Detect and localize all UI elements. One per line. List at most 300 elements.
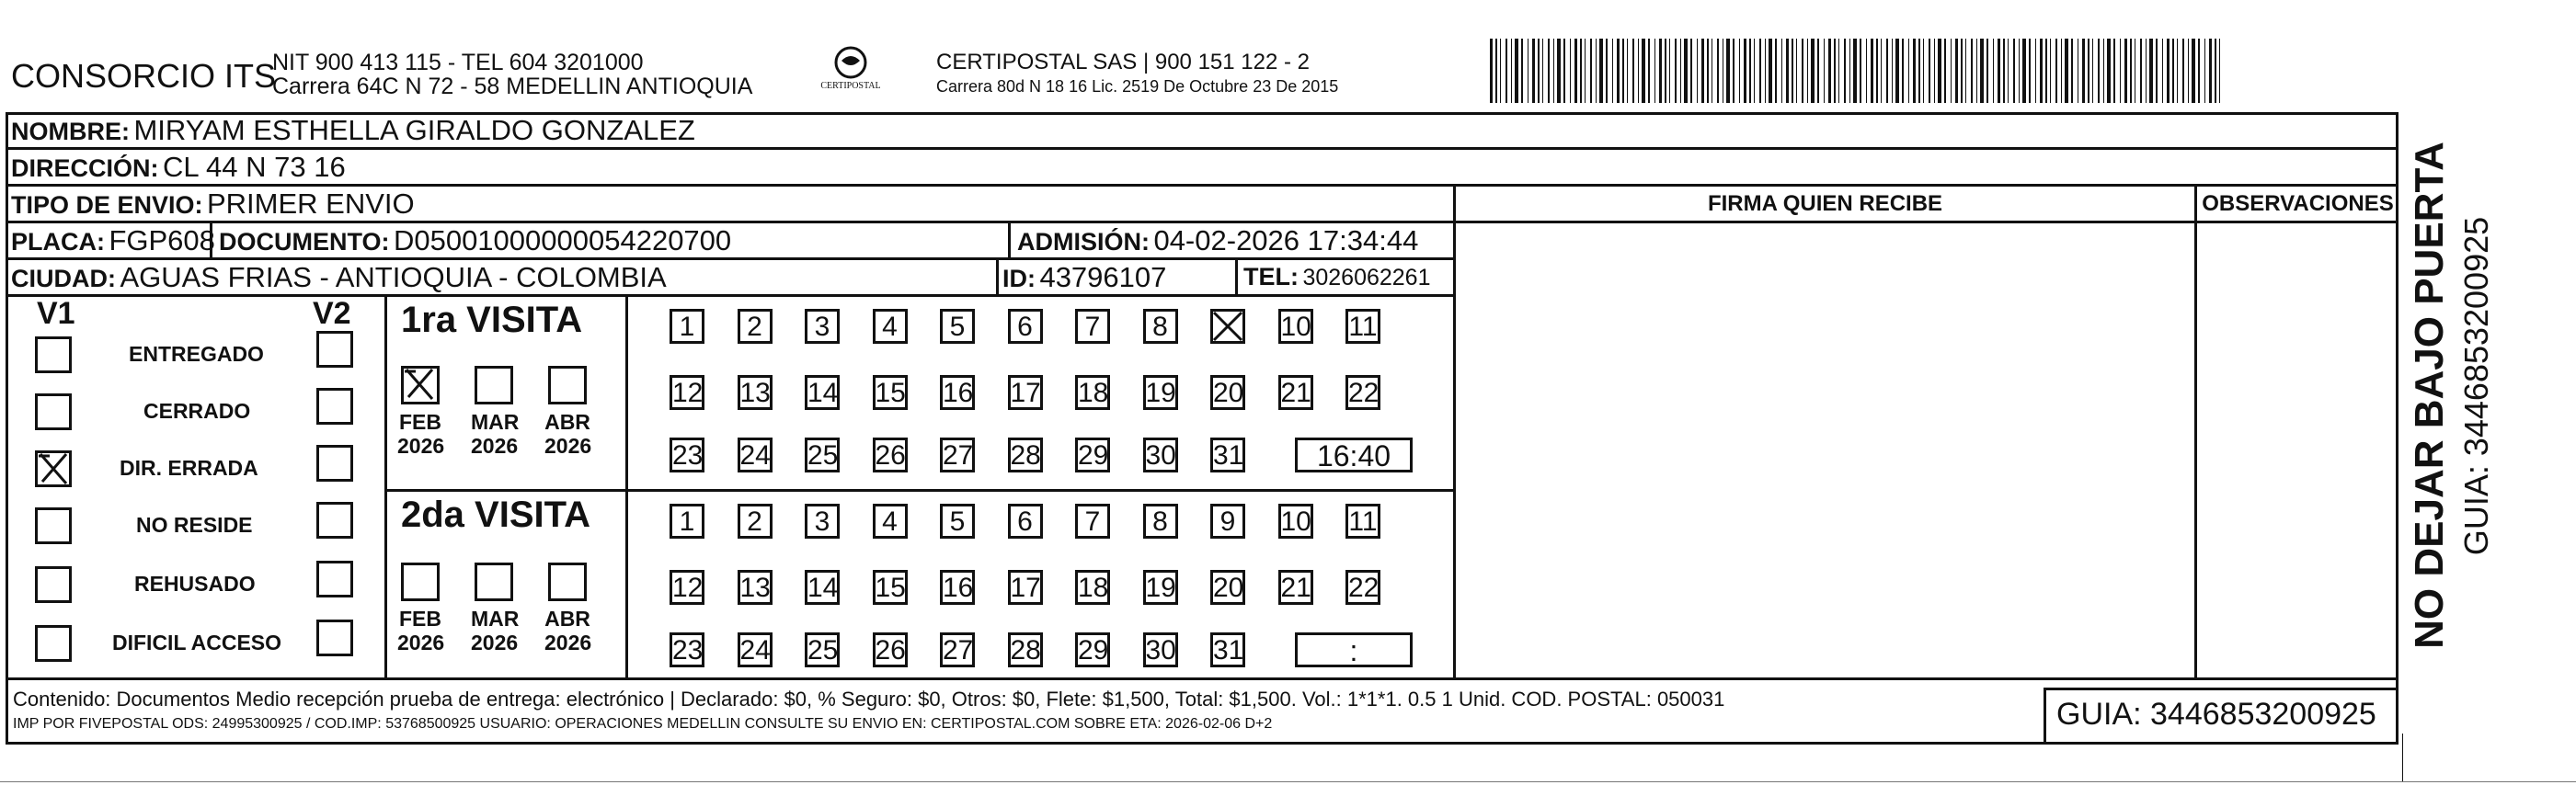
day-box[interactable] [1075, 375, 1110, 410]
day-box[interactable] [1210, 632, 1245, 667]
barcode-bar [1701, 39, 1704, 103]
barcode-bar [2107, 39, 2111, 103]
tel-field [1243, 263, 1431, 291]
month-label: MAR [471, 607, 520, 631]
day-number: 21 [1280, 378, 1311, 408]
barcode-bar [1717, 39, 1719, 103]
barcode-bar [1570, 39, 1571, 103]
day-number: 4 [882, 506, 898, 537]
day-box[interactable] [1143, 570, 1178, 605]
status-label: ENTREGADO [129, 342, 264, 366]
day-number: 13 [739, 573, 771, 603]
barcode-bar [2149, 39, 2153, 103]
barcode-bar [1739, 39, 1740, 103]
day-box[interactable] [1345, 309, 1380, 344]
barcode-bar [1993, 39, 1994, 103]
status-label: DIFICIL ACCESO [112, 631, 282, 654]
tel-value: 3026062261 [1302, 265, 1431, 290]
day-number: 23 [672, 635, 704, 666]
status-v1-checkbox[interactable] [35, 625, 72, 662]
day-box[interactable] [805, 632, 840, 667]
company-nit-line: NIT 900 413 115 - TEL 604 3201000 [272, 50, 644, 75]
barcode-bar [1786, 39, 1789, 103]
month-checkbox[interactable] [548, 366, 587, 404]
status-v2-checkbox[interactable] [316, 502, 353, 539]
barcode-bar [1542, 39, 1543, 103]
barcode-bar [1775, 39, 1777, 103]
barcode-bar [1817, 39, 1819, 103]
barcode-bar [2146, 39, 2147, 103]
day-box[interactable] [738, 504, 773, 539]
barcode-bar [2061, 39, 2062, 103]
barcode-bar [1998, 39, 2000, 103]
barcode-bar [1902, 39, 1904, 103]
barcode-bar [1838, 39, 1839, 103]
day-box[interactable] [670, 309, 704, 344]
barcode-bar [1563, 39, 1565, 103]
day-box[interactable] [805, 375, 840, 410]
barcode-bar [1871, 39, 1873, 103]
barcode-bar [1648, 39, 1650, 103]
barcode-bar [1627, 39, 1628, 103]
day-box[interactable] [940, 438, 975, 472]
barcode-bar [1918, 39, 1920, 103]
day-box[interactable] [738, 632, 773, 667]
barcode-bar [2071, 39, 2073, 103]
nombre-value: MIRYAM ESTHELLA GIRALDO GONZALEZ [133, 114, 695, 146]
barcode-bar [2092, 39, 2093, 103]
day-number: 4 [882, 312, 898, 342]
barcode-bar [1665, 39, 1666, 103]
barcode-bar [1834, 39, 1836, 103]
barcode-bar [1781, 39, 1782, 103]
barcode-bar [1955, 39, 1958, 103]
day-number: 17 [1010, 573, 1041, 603]
barcode-bar [2013, 39, 2015, 103]
placa-field [11, 224, 215, 257]
day-number: 8 [1152, 506, 1168, 537]
year-label: 2026 [471, 631, 519, 654]
barcode-bar [1669, 39, 1670, 103]
day-number: 23 [672, 440, 704, 471]
id-value: 43796107 [1039, 261, 1167, 293]
tipo-envio-label: TIPO DE ENVIO: [11, 191, 203, 219]
day-box[interactable] [1210, 438, 1245, 472]
admision-field [1017, 224, 1418, 257]
day-number: 10 [1280, 312, 1311, 342]
id-label: ID: [1002, 265, 1036, 292]
barcode-bar [2140, 39, 2142, 103]
barcode-bar [2008, 39, 2009, 103]
status-label: CERRADO [143, 399, 251, 423]
barcode-bar [1759, 39, 1761, 103]
day-number: 6 [1017, 506, 1033, 537]
footer-imp-line: IMP POR FIVEPOSTAL ODS: 24995300925 / COD.IMP: 53768500925 USUARIO: OPERACIONES MEDELLIN CONSULTE SU ENVIO EN: CERTIPOSTAL.COM SOBRE ETA: 2026-02-06 D+2 [13, 716, 1273, 732]
status-v2-checkbox[interactable] [316, 445, 353, 482]
day-box[interactable] [805, 309, 840, 344]
day-box[interactable] [1210, 309, 1245, 344]
barcode-bar [1606, 39, 1608, 103]
day-box[interactable] [1345, 570, 1380, 605]
barcode-bar [1574, 39, 1577, 103]
month-label: FEB [399, 607, 441, 631]
barcode-bar [1744, 39, 1746, 103]
barcode-bar [1892, 39, 1893, 103]
day-box[interactable] [873, 375, 908, 410]
day-box[interactable] [738, 438, 773, 472]
day-number: 12 [672, 378, 704, 408]
barcode-bar [1638, 39, 1639, 103]
day-box[interactable] [873, 632, 908, 667]
barcode-bar [2215, 39, 2216, 103]
barcode-bar [1944, 39, 1946, 103]
placa-value: FGP608 [109, 224, 215, 256]
day-box[interactable] [1345, 375, 1380, 410]
day-number: 30 [1145, 635, 1176, 666]
barcode-bar [1585, 39, 1586, 103]
barcode-bar [1612, 39, 1613, 103]
barcode-bar [1697, 39, 1698, 103]
year-label: 2026 [544, 434, 592, 458]
barcode-bar [2188, 39, 2189, 103]
day-box[interactable] [1278, 375, 1313, 410]
status-label: REHUSADO [134, 572, 256, 596]
day-number: 15 [875, 573, 906, 603]
barcode-bar [2162, 39, 2163, 103]
day-number: 16 [943, 378, 974, 408]
day-box[interactable] [1075, 309, 1110, 344]
barcode-bar [1828, 39, 1831, 103]
month-checkbox[interactable] [401, 366, 440, 404]
barcode-bar [1632, 39, 1634, 103]
barcode-bar [1876, 39, 1878, 103]
barcode-bar [1622, 39, 1624, 103]
day-number: 7 [1084, 506, 1101, 537]
day-box[interactable] [1210, 375, 1245, 410]
day-box[interactable] [738, 570, 773, 605]
month-checkbox[interactable] [548, 563, 587, 601]
barcode-bar [1557, 39, 1561, 103]
day-box[interactable] [1008, 438, 1043, 472]
day-number: 20 [1213, 573, 1244, 603]
status-v2-checkbox[interactable] [316, 561, 353, 597]
status-v1-checkbox[interactable] [35, 393, 72, 430]
status-v2-checkbox[interactable] [316, 620, 353, 656]
status-v1-checkbox[interactable] [35, 566, 72, 603]
day-box[interactable] [1075, 570, 1110, 605]
day-box[interactable] [1143, 309, 1178, 344]
month-checkbox[interactable] [475, 563, 513, 601]
day-number: 21 [1280, 573, 1311, 603]
day-box[interactable] [1278, 309, 1313, 344]
day-number: 8 [1152, 312, 1168, 342]
documento-value: D05001000000054220700 [393, 224, 732, 256]
day-box[interactable] [1210, 504, 1245, 539]
day-number: 31 [1213, 440, 1244, 471]
day-number: 31 [1213, 635, 1244, 666]
documento-label: DOCUMENTO: [219, 228, 390, 256]
day-number: 29 [1078, 635, 1109, 666]
day-box[interactable] [940, 504, 975, 539]
day-box[interactable] [1008, 632, 1043, 667]
barcode-bar [2209, 39, 2212, 103]
day-number: 1 [679, 506, 695, 537]
day-box[interactable] [1278, 504, 1313, 539]
day-box[interactable] [940, 632, 975, 667]
day-number: 6 [1017, 312, 1033, 342]
status-v1-checkbox[interactable] [35, 336, 72, 373]
barcode-bar [1707, 39, 1709, 103]
day-number: 25 [807, 635, 839, 666]
barcode-bar [1929, 39, 1930, 103]
barcode-bar [2130, 39, 2132, 103]
barcode-bar [1769, 39, 1772, 103]
day-number: 9 [1219, 506, 1236, 537]
barcode-bar [2103, 39, 2104, 103]
day-number: 12 [672, 573, 704, 603]
day-number: 3 [814, 506, 830, 537]
side-guia: GUIA: 3446853200925 [2457, 216, 2495, 556]
day-box[interactable] [670, 504, 704, 539]
barcode-bar [1733, 39, 1735, 103]
barcode-bar [1490, 39, 1493, 103]
visit1-title: 1ra VISITA [401, 300, 583, 340]
day-box[interactable] [1008, 504, 1043, 539]
day-box[interactable] [1143, 438, 1178, 472]
status-label: NO RESIDE [136, 513, 253, 537]
day-box[interactable] [670, 438, 704, 472]
day-number: 19 [1145, 378, 1176, 408]
barcode-bar [1980, 39, 1984, 103]
barcode-bar [1961, 39, 1963, 103]
barcode-bar [1675, 39, 1677, 103]
barcode-bar [2098, 39, 2100, 103]
barcode-bar [2022, 39, 2026, 103]
day-box[interactable] [670, 632, 704, 667]
barcode-bar [1895, 39, 1899, 103]
day-box[interactable] [873, 504, 908, 539]
day-box[interactable] [805, 504, 840, 539]
day-box[interactable] [873, 438, 908, 472]
barcode-bar [1511, 39, 1512, 103]
barcode-bar [1726, 39, 1730, 103]
day-box[interactable] [940, 375, 975, 410]
nombre-row [11, 114, 695, 147]
day-number: 25 [807, 440, 839, 471]
barcode-bar [1849, 39, 1850, 103]
barcode-bar [2040, 39, 2043, 103]
day-box[interactable] [670, 375, 704, 410]
day-box[interactable] [738, 375, 773, 410]
day-number: 7 [1084, 312, 1101, 342]
day-box[interactable] [1075, 438, 1110, 472]
tel-label: TEL: [1243, 263, 1299, 290]
status-v1-checkbox[interactable] [35, 507, 72, 544]
admision-value: 04-02-2026 17:34:44 [1153, 224, 1419, 256]
day-number: 27 [943, 635, 974, 666]
barcode-bar [2088, 39, 2089, 103]
day-box[interactable] [1008, 309, 1043, 344]
direccion-row [11, 151, 346, 184]
day-box[interactable] [805, 570, 840, 605]
barcode-bar [1515, 39, 1518, 103]
day-number: 2 [747, 312, 762, 342]
ciudad-label: CIUDAD: [11, 265, 116, 292]
barcode-bar [1680, 39, 1681, 103]
barcode-bar [2192, 39, 2195, 103]
day-box[interactable] [873, 309, 908, 344]
status-v2-checkbox[interactable] [316, 331, 353, 368]
barcode-bar [2113, 39, 2115, 103]
barcode-bar [1749, 39, 1751, 103]
ciudad-value: AGUAS FRIAS - ANTIOQUIA - COLOMBIA [120, 261, 667, 293]
day-box[interactable] [1143, 504, 1178, 539]
month-label: FEB [399, 410, 441, 434]
month-label: ABR [544, 607, 590, 631]
day-number: 5 [949, 312, 966, 342]
barcode-bar [1811, 39, 1815, 103]
certipostal-logo-text: CERTIPOSTAL [820, 81, 881, 91]
day-box[interactable] [1075, 632, 1110, 667]
barcode-bar [1938, 39, 1941, 103]
day-box[interactable] [1210, 570, 1245, 605]
day-number: 30 [1145, 440, 1176, 471]
day-number: 3 [814, 312, 830, 342]
barcode-bar [1690, 39, 1692, 103]
barcode-bar [1908, 39, 1909, 103]
barcode-bar [2082, 39, 2085, 103]
day-number: 19 [1145, 573, 1176, 603]
direccion-value: CL 44 N 73 16 [162, 151, 346, 183]
barcode-bar [2172, 39, 2174, 103]
barcode-bar [1548, 39, 1550, 103]
barcode-bar [1976, 39, 1977, 103]
barcode-bar [1580, 39, 1582, 103]
day-number: 10 [1280, 506, 1311, 537]
direccion-label: DIRECCIÓN: [11, 154, 159, 182]
barcode-bar [1886, 39, 1888, 103]
day-number: 17 [1010, 378, 1041, 408]
day-number: 15 [875, 378, 906, 408]
barcode-bar [1796, 39, 1797, 103]
day-number: 26 [875, 635, 906, 666]
day-number: 13 [739, 378, 771, 408]
barcode-bar [1538, 39, 1540, 103]
barcode-bar [1596, 39, 1597, 103]
day-number: 5 [949, 506, 966, 537]
day-number: 14 [807, 573, 839, 603]
day-box[interactable] [1075, 504, 1110, 539]
barcode-bar [1532, 39, 1535, 103]
barcode-bar [2045, 39, 2047, 103]
documento-field [219, 224, 731, 257]
barcode-bar [2124, 39, 2127, 103]
carrier-address-line: Carrera 80d N 18 16 Lic. 2519 De Octubre 23 De 2015 [936, 77, 1339, 96]
day-box[interactable] [940, 570, 975, 605]
barcode-bar [1590, 39, 1592, 103]
barcode-bar [1802, 39, 1803, 103]
day-box[interactable] [805, 438, 840, 472]
barcode-bar [1860, 39, 1861, 103]
no-dejar-bajo-puerta: NO DEJAR BAJO PUERTA [2407, 142, 2452, 649]
day-number: 26 [875, 440, 906, 471]
tipo-envio-row [11, 188, 415, 221]
day-number: 18 [1078, 573, 1109, 603]
day-box[interactable] [1345, 504, 1380, 539]
barcode-bar [1965, 39, 1966, 103]
day-number: 24 [739, 635, 771, 666]
day-number: 27 [943, 440, 974, 471]
barcode-bar [1642, 39, 1645, 103]
nombre-label: NOMBRE: [11, 118, 130, 145]
day-box[interactable] [940, 309, 975, 344]
day-box[interactable] [1008, 570, 1043, 605]
barcode [1490, 39, 2226, 103]
year-label: 2026 [471, 434, 519, 458]
carrier-nit-line: CERTIPOSTAL SAS | 900 151 122 - 2 [936, 50, 1310, 74]
day-box[interactable] [873, 570, 908, 605]
barcode-bar [1521, 39, 1523, 103]
day-box[interactable] [1008, 375, 1043, 410]
barcode-bar [1684, 39, 1688, 103]
status-v1-checkbox[interactable] [35, 450, 72, 487]
tipo-envio-value: PRIMER ENVIO [206, 188, 415, 220]
barcode-bar [2003, 39, 2005, 103]
day-number: 29 [1078, 440, 1109, 471]
year-label: 2026 [397, 631, 445, 654]
barcode-bar [1506, 39, 1507, 103]
month-checkbox[interactable] [401, 563, 440, 601]
day-box[interactable] [670, 570, 704, 605]
id-field [1002, 261, 1166, 294]
visit-time-box[interactable]: 16:40 [1295, 438, 1413, 472]
day-number: 16 [943, 573, 974, 603]
barcode-bar [1881, 39, 1882, 103]
day-number: 11 [1348, 506, 1378, 537]
status-label: DIR. ERRADA [120, 456, 258, 480]
day-number: 11 [1348, 312, 1378, 342]
day-box[interactable] [1278, 570, 1313, 605]
observaciones-header: OBSERVACIONES [2202, 191, 2394, 216]
company-address-line: Carrera 64C N 72 - 58 MEDELLIN ANTIOQUIA [272, 74, 753, 99]
status-v2-checkbox[interactable] [316, 388, 353, 425]
year-label: 2026 [544, 631, 592, 654]
placa-label: PLACA: [11, 228, 105, 256]
barcode-bar [1824, 39, 1825, 103]
visit-time-box[interactable]: : [1295, 632, 1413, 667]
day-box[interactable] [738, 309, 773, 344]
barcode-bar [2219, 39, 2220, 103]
month-checkbox[interactable] [475, 366, 513, 404]
day-number: 28 [1010, 440, 1041, 471]
company-name: CONSORCIO ITS [11, 57, 277, 95]
barcode-bar [1659, 39, 1662, 103]
day-number: 18 [1078, 378, 1109, 408]
barcode-bar [1913, 39, 1916, 103]
day-box[interactable] [1143, 375, 1178, 410]
month-label: MAR [471, 410, 520, 434]
barcode-bar [2019, 39, 2020, 103]
barcode-bar [1765, 39, 1766, 103]
barcode-bar [1844, 39, 1846, 103]
day-number: 24 [739, 440, 771, 471]
day-box[interactable] [1143, 632, 1178, 667]
barcode-bar [1754, 39, 1755, 103]
day-number: 2 [747, 506, 762, 537]
day-cross-mark [1210, 309, 1245, 344]
visit2-title: 2da VISITA [401, 495, 590, 535]
day-number: 28 [1010, 635, 1041, 666]
